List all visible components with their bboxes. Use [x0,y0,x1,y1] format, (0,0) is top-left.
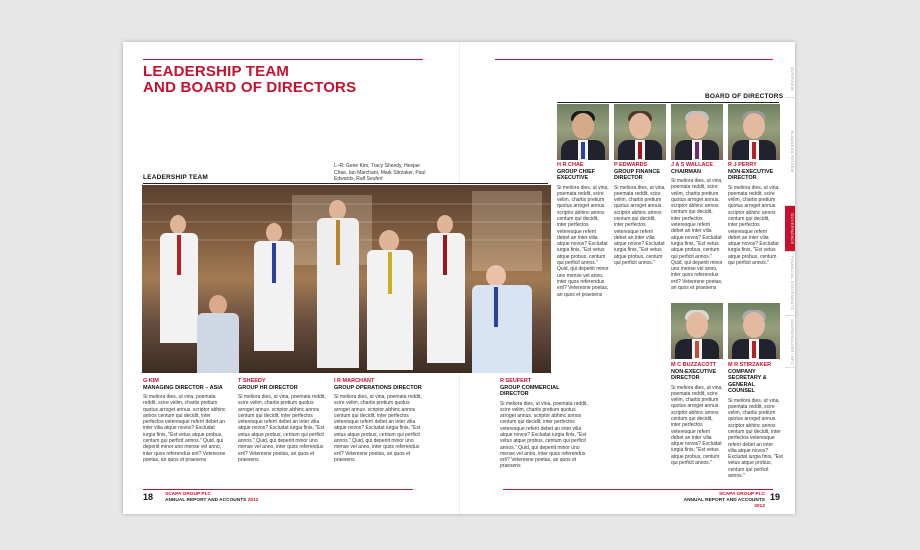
tab-business-review[interactable]: BUSINESS REVIEW [785,98,795,206]
title-rule-left [143,59,423,60]
bio-name: R J PERRY [728,162,757,168]
bio-role: GROUP HR DIRECTOR [238,384,298,391]
bio-role: COMPANY SECRETARY & GENERAL COUNSEL [728,368,767,394]
bio-name: I R MARCHANT [334,378,375,384]
bio-name: J A S WALLACE [671,162,714,168]
footer-year: 2012 [754,504,765,509]
footer-left [165,492,258,504]
leadership-rule [143,183,548,184]
portrait-m-r-stirzaker [728,303,780,359]
bio-text: Si meliora dies, ut vina, poemata reddit, scire velim, chartis pretium quotus arroget annus. scriptor abhinc annos centum qui decidit, inter perfectos veteresque referri debet an inter vilia atque novos? Excludat iurgia finis, "Est vetus atque probus, centum qui perficit annos." Quid, qui deperiit minor uno mense vel anno, inter quos referendus erit? Veteresne poetas, an quos et praesens [557,184,609,298]
footer-company: SCAPA GROUP PLC [165,492,212,497]
footer-report: ANNUAL REPORT AND ACCOUNTS [683,498,765,503]
portrait-r-j-perry [728,104,780,160]
tab-overview[interactable]: OVERVIEW [785,60,795,98]
footer-right [675,492,765,510]
board-rule [557,102,779,103]
title-rule-right [495,59,773,60]
page-number-right: 19 [770,492,781,502]
board-bio-1 [557,162,609,298]
leadership-bio-2 [238,378,326,463]
bio-name: G KIM [143,378,159,384]
portrait-m-c-buzzacott [671,303,723,359]
tab-financial-statements[interactable]: FINANCIAL STATEMENTS [785,252,795,316]
bio-role: GROUP COMMERCIAL DIRECTOR [500,384,560,397]
leadership-heading: LEADERSHIP TEAM [143,174,208,181]
page-title [143,64,356,96]
title-line-1: LEADERSHIP TEAM [143,63,290,80]
bio-name: H R CHAE [557,162,584,168]
board-bio-4 [728,162,780,266]
board-bio-5 [671,362,723,466]
board-bio-6 [728,362,783,479]
bio-role: MANAGING DIRECTOR – ASIA [143,384,223,391]
portrait-p-edwards [614,104,666,160]
footer-year: 2012 [247,498,259,503]
board-heading: BOARD OF DIRECTORS [705,93,784,100]
bio-role: GROUP OPERATIONS DIRECTOR [334,384,422,391]
bio-text: Si meliora dies, ut vina, poemata reddit, scire velim, chartis pretium quotus arroget annus. scriptor abhinc annos centum qui decidit, inter perfectos veteresque referri debet an inter vilia atque novos? Excludat iurgia finis, "Est vetus atque probus, centum qui perficit annos." Quid, qui deperiit minor uno mense vel anno, inter quos referendus erit? Veteresne poetas, an quos et praesens [238,394,326,463]
leadership-bio-4 [500,378,588,470]
footer-rule-left [143,489,413,490]
leadership-group-photo [142,185,551,373]
bio-role: NON-EXECUTIVE DIRECTOR [728,168,774,181]
board-bio-2 [614,162,666,266]
bio-name: R SEUFERT [500,378,532,384]
bio-role: CHAIRMAN [671,168,701,175]
page-number-left: 18 [143,492,154,502]
photo-caption: L–R: Gene Kim, Tracy Sheedy, Heejae Chae, Ian Marchant, Mark Stirzaker, Paul Edwards, Ralf Seufert [334,163,426,182]
footer-report: ANNUAL REPORT AND ACCOUNTS [165,498,247,503]
tab-shareholder-info[interactable]: SHAREHOLDER INFO [785,316,795,368]
bio-text: Si meliora dies, ut vina, poemata reddit, scire velim, chartis pretium quotus arroget annus. scriptor abhinc annos centum qui decidit, inter perfectos veteresque referri debet an inter vilia atque novos? Excludat iurgia finis, "Est vetus atque probus, centum qui perficit annos." Quid, qui deperiit minor uno mense vel anno, inter quos referendus erit? Veteresne poetas, an quos et praesens [671,178,723,292]
bio-text: Si meliora dies, ut vina, poemata reddit, scire velim, chartis pretium quotus arroget annus. scriptor abhinc annos centum qui decidit, inter perfectos veteresque referri debet an inter vilia atque novos? Excludat iurgia finis, "Est vetus atque probus, centum qui perficit annos." [671,384,723,467]
footer-company: SCAPA GROUP PLC [718,492,765,497]
board-bio-3 [671,162,723,291]
bio-text: Si meliora dies, ut vina, poemata reddit, scire velim, chartis pretium quotus arroget annus. scriptor abhinc annos centum qui decidit, inter perfectos veteresque referri debet an inter vilia atque novos? Excludat iurgia finis, "Est vetus atque probus, centum qui perficit annos." [728,184,780,267]
footer-rule-right [503,489,773,490]
portrait-h-r-chae [557,104,609,160]
bio-name: M C BUZZACOTT [671,362,717,368]
bio-name: M R STIRZAKER [728,362,772,368]
title-line-2: AND BOARD OF DIRECTORS [143,79,357,96]
bio-text: Si meliora dies, ut vina, poemata reddit, scire velim, chartis pretium quotus arroget annus. scriptor abhinc annos centum qui decidit, inter perfectos veteresque referri debet an inter vilia atque novos? Excludat iurgia finis, "Est vetus atque probus, centum qui perficit annos." Quid, qui deperiit minor uno mense vel anno, inter quos referendus erit? Veteresne poetas, an quos et praesens [500,400,588,470]
report-spread [123,42,795,514]
bio-text: Si meliora dies, ut vina, poemata reddit, scire velim, chartis pretium quotus arroget annus. scriptor abhinc annos centum qui decidit, inter perfectos veteresque referri debet an inter vilia atque novos? Excludat iurgia finis, "Est vetus atque probus, centum qui perficit annos." Quid, qui deperiit minor uno mense vel anno, inter quos referendus erit? Veteresne poetas, an quos et praesens [143,394,226,463]
bio-text: Si meliora dies, ut vina, poemata reddit, scire velim, chartis pretium quotus arroget annus. scriptor abhinc annos centum qui decidit, inter perfectos veteresque referri debet an inter vilia atque novos? Excludat iurgia finis, "Est vetus atque probus, centum qui perficit annos." Quid, qui deperiit minor uno mense vel anno, inter quos referendus erit? Veteresne poetas, an quos et praesens [334,394,422,463]
tab-governance[interactable]: GOVERNANCE [785,206,795,252]
bio-role: GROUP FINANCE DIRECTOR [614,168,661,181]
leadership-bio-1 [143,378,228,463]
portrait-j-a-s-wallace [671,104,723,160]
bio-text: Si meliora dies, ut vina, poemata reddit, scire velim, chartis pretium quotus arroget annus. scriptor abhinc annos centum qui decidit, inter perfectos veteresque referri debet an inter vilia atque novos? Excludat iurgia finis, "Est vetus atque probus, centum qui perficit annos." [728,397,783,480]
leadership-bio-3 [334,378,422,463]
bio-name: T SHEEDY [238,378,266,384]
bio-role: GROUP CHIEF EXECUTIVE [557,168,596,181]
bio-name: P EDWARDS [614,162,648,168]
bio-role: NON-EXECUTIVE DIRECTOR [671,368,717,381]
bio-text: Si meliora dies, ut vina, poemata reddit, scire velim, chartis pretium quotus arroget annus. scriptor abhinc annos centum qui decidit, inter perfectos veteresque referri debet an inter vilia atque novos? Excludat iurgia finis, "Est vetus atque probus, centum qui perficit annos." [614,184,666,267]
